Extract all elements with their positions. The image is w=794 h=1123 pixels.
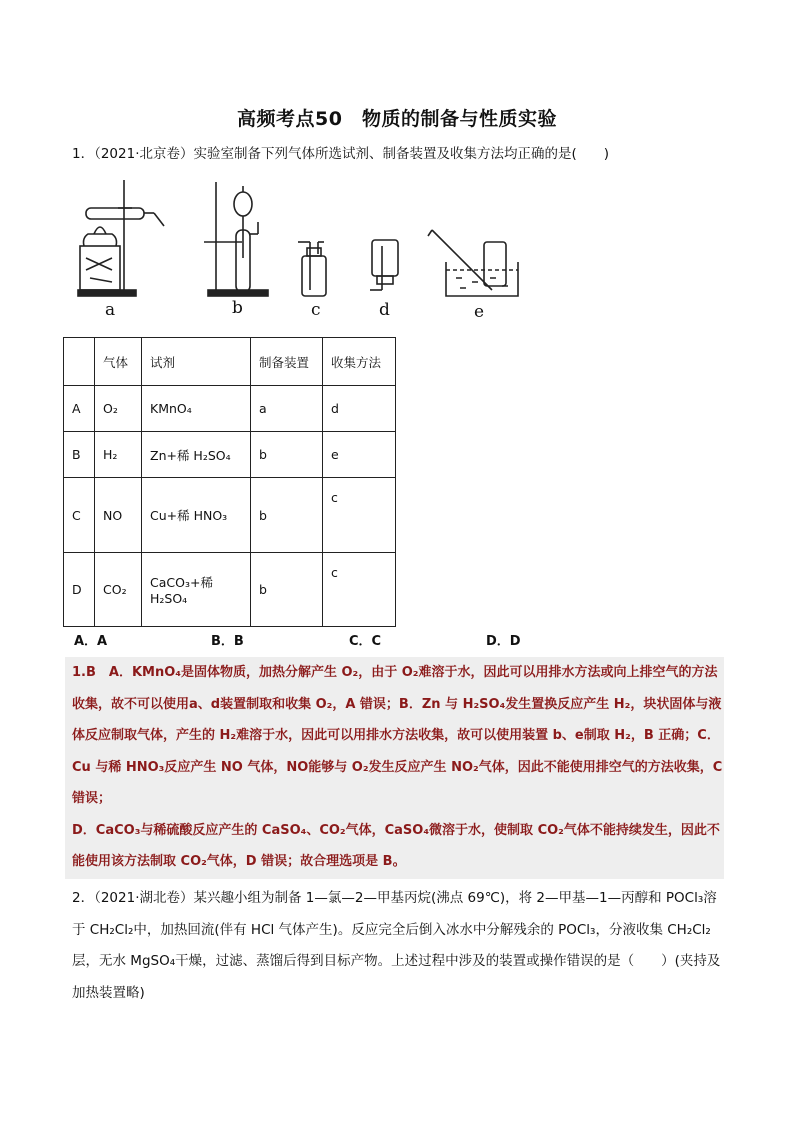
table-header-cell (64, 338, 95, 386)
table-row (64, 386, 396, 432)
option-c: C．C (349, 634, 382, 649)
reagent-cell: Zn+稀 H₂SO₄ (142, 432, 251, 478)
reagent-cell: KMnO₄ (142, 386, 251, 432)
gas-cell: O₂ (95, 386, 142, 432)
device-cell: b (251, 553, 323, 627)
table-row (64, 478, 396, 553)
apparatus-c (298, 242, 326, 296)
table-row (64, 432, 396, 478)
gas-cell: CO₂ (95, 553, 142, 627)
gas-cell: H₂ (95, 432, 142, 478)
collect-cell: c (323, 553, 396, 627)
table-row (64, 553, 396, 627)
reagent-cell: Cu+稀 HNO₃ (142, 478, 251, 553)
row-label: D (64, 553, 95, 627)
page-title: 高频考点50 物质的制备与性质实验 (237, 108, 557, 130)
apparatus-label-b: b (232, 298, 243, 318)
apparatus-label-e: e (474, 302, 485, 322)
question-1-stem: 1．（2021·北京卷）实验室制备下列气体所选试剂、制备装置及收集方法均正确的是( ) (72, 146, 610, 162)
answer-paragraph-1: 1.B A．KMnO₄是固体物质，加热分解产生 O₂，由于 O₂难溶于水，因此可以用排水方法或向上排空气的方法收集，故不可以使用a、d装置制取和收集 O₂，A 错误；B．Zn 与 H₂SO₄发生置换反应产生 H₂，块状固体与液体反应制取气体，产生的 H₂难溶于水，因此可以用排水方法收集，故可以使用装置 b、e制取 H₂，B 正确；C．Cu 与稀 HNO₃反应产生 NO 气体，NO能够与 O₂发生反应产生 NO₂气体，因此不能使用排空气的方法收集，C 错误； (72, 665, 723, 806)
apparatus-label-a: a (105, 300, 116, 320)
apparatus-d (370, 240, 398, 290)
collect-cell: c (323, 478, 396, 553)
gas-cell: NO (95, 478, 142, 553)
table-header-cell: 制备装置 (251, 338, 323, 386)
device-cell: b (251, 478, 323, 553)
apparatus-diagram (72, 178, 532, 323)
apparatus-label-d: d (379, 300, 390, 320)
option-b: B．B (211, 634, 244, 649)
collect-cell: e (323, 432, 396, 478)
table-header-cell: 试剂 (142, 338, 251, 386)
option-d: D．D (486, 634, 521, 649)
device-cell: a (251, 386, 323, 432)
question-1-table (63, 337, 396, 627)
answer-paragraph-2: D．CaCO₃与稀硫酸反应产生的 CaSO₄、CO₂气体，CaSO₄微溶于水，使制取 CO₂气体不能持续发生，因此不能使用该方法制取 CO₂气体，D 错误；故合理选项是 B。 (72, 822, 720, 869)
reagent-cell: CaCO₃+稀 H₂SO₄ (142, 553, 251, 627)
apparatus-a (78, 180, 164, 296)
apparatus-e (428, 230, 518, 296)
option-a: A．A (74, 634, 108, 649)
row-label: C (64, 478, 95, 553)
row-label: A (64, 386, 95, 432)
table-header-cell: 收集方法 (323, 338, 396, 386)
table-header-row (64, 338, 396, 386)
answer-options (74, 630, 674, 652)
answer-explanation (65, 657, 724, 879)
question-2-stem: 2．（2021·湖北卷）某兴趣小组为制备 1—氯—2—甲基丙烷(沸点 69℃)，将 2—甲基—1—丙醇和 POCl₃溶于 CH₂Cl₂中，加热回流(伴有 HCl 气体产生)。反应完全后倒入冰水中分解残余的 POCl₃，分液收集 CH₂Cl₂层，无水 MgSO₄干燥，过滤、蒸馏后得到目标产物。上述过程中涉及的装置或操作错误的是（ ）(夹持及加热装置略) (72, 890, 721, 1001)
apparatus-label-c: c (311, 300, 321, 320)
apparatus-b (204, 182, 268, 296)
device-cell: b (251, 432, 323, 478)
table-header-cell: 气体 (95, 338, 142, 386)
apparatus-figure (72, 178, 532, 323)
collect-cell: d (323, 386, 396, 432)
row-label: B (64, 432, 95, 478)
